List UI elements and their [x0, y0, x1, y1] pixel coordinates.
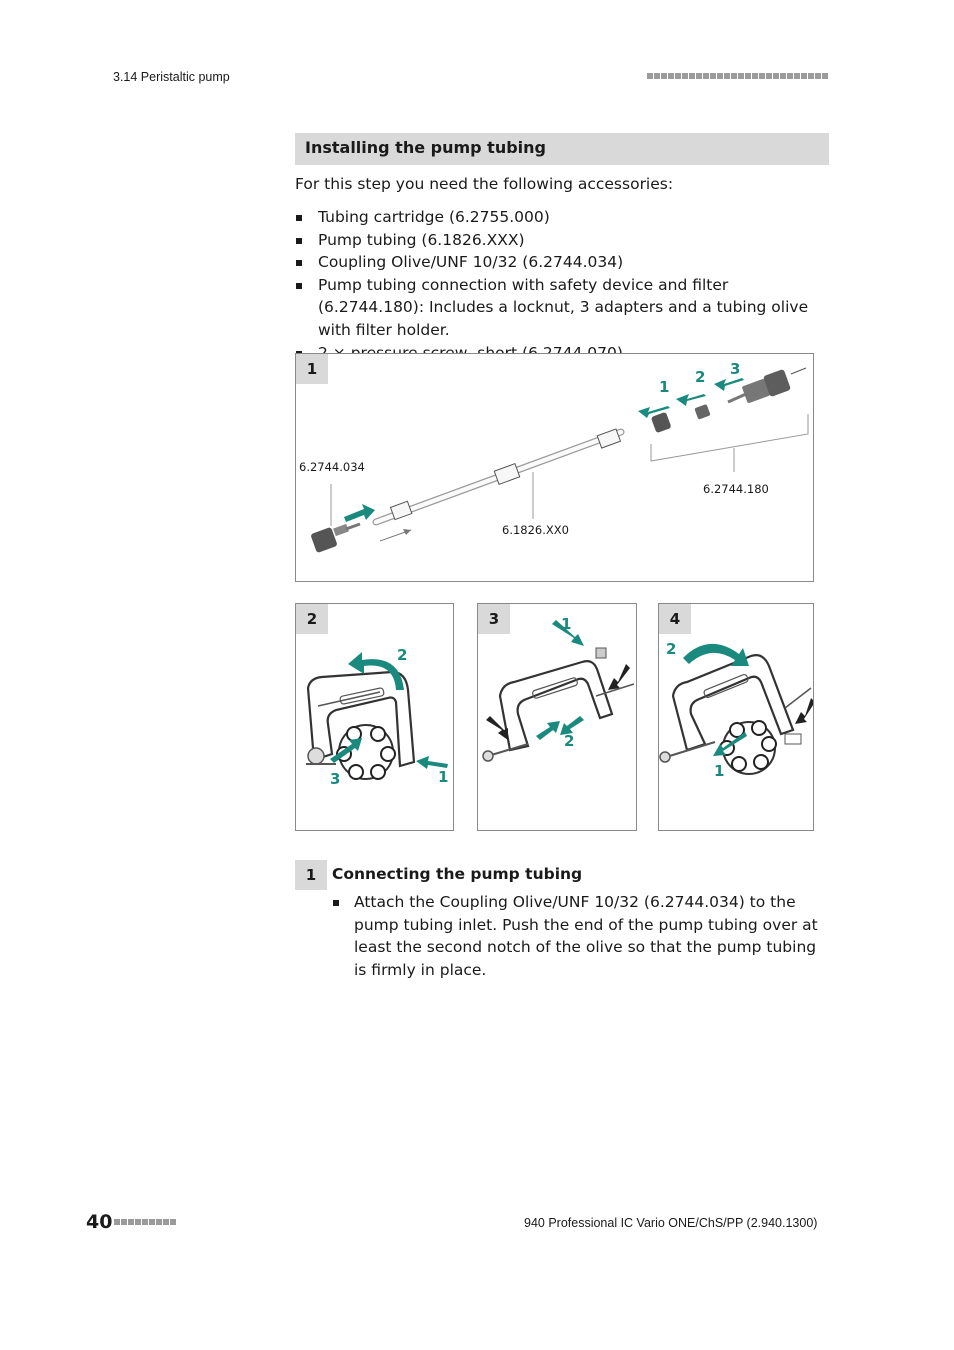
- cartridge-illustration: [659, 604, 813, 830]
- page-number: 40: [86, 1211, 113, 1233]
- arrow-number: 3: [330, 770, 341, 788]
- figure-number: 3: [478, 604, 510, 634]
- arrow-number: 2: [666, 640, 677, 658]
- arrow-number: 2: [695, 368, 706, 386]
- arrow-number: 2: [397, 646, 408, 664]
- step-title: Connecting the pump tubing: [332, 865, 583, 883]
- list-item: Pump tubing (6.1826.XXX): [295, 229, 815, 252]
- header-decoration: [647, 73, 828, 79]
- arrow-number: 1: [659, 378, 670, 396]
- arrow-number: 1: [714, 762, 725, 780]
- figure-number: 2: [296, 604, 328, 634]
- intro-text: For this step you need the following accessories:: [295, 175, 674, 193]
- footer-document-title: 940 Professional IC Vario ONE/ChS/PP (2.940.1300): [524, 1216, 818, 1230]
- section-heading-bar: [295, 133, 829, 165]
- figure-2: [295, 603, 454, 831]
- tubing-illustration: [296, 354, 813, 581]
- part-label-coupling: 6.2744.034: [299, 460, 365, 474]
- list-item: Coupling Olive/UNF 10/32 (6.2744.034): [295, 251, 815, 274]
- arrow-number: 1: [438, 768, 449, 786]
- arrow-number: 3: [730, 360, 741, 378]
- arrow-number: 1: [561, 615, 572, 633]
- figure-4: [658, 603, 814, 831]
- cartridge-illustration: [296, 604, 453, 830]
- accessory-list: [295, 206, 815, 364]
- footer-decoration: [114, 1219, 176, 1225]
- step-instruction: [332, 891, 822, 981]
- figure-1: [295, 353, 814, 582]
- step-number: 1: [295, 860, 327, 890]
- arrow-number: 2: [564, 732, 575, 750]
- running-head: 3.14 Peristaltic pump: [113, 70, 230, 84]
- step-instruction-text: Attach the Coupling Olive/UNF 10/32 (6.2744.034) to the pump tubing inlet. Push the end of the pump tubing over at least the second notch of the olive so that the pump tubing is firmly in place.: [354, 893, 818, 979]
- figure-number: 4: [659, 604, 691, 634]
- list-item: Tubing cartridge (6.2755.000): [295, 206, 815, 229]
- figure-3: [477, 603, 637, 831]
- figure-number: 1: [296, 354, 328, 384]
- part-label-connection: 6.2744.180: [703, 482, 769, 496]
- cartridge-illustration: [478, 604, 636, 830]
- section-heading: Installing the pump tubing: [305, 138, 546, 157]
- list-item: Pump tubing connection with safety device and filter (6.2744.180): Includes a locknut, 3 adapters and a tubing olive with filter holder.: [295, 274, 815, 342]
- part-label-tubing: 6.1826.XX0: [502, 523, 569, 537]
